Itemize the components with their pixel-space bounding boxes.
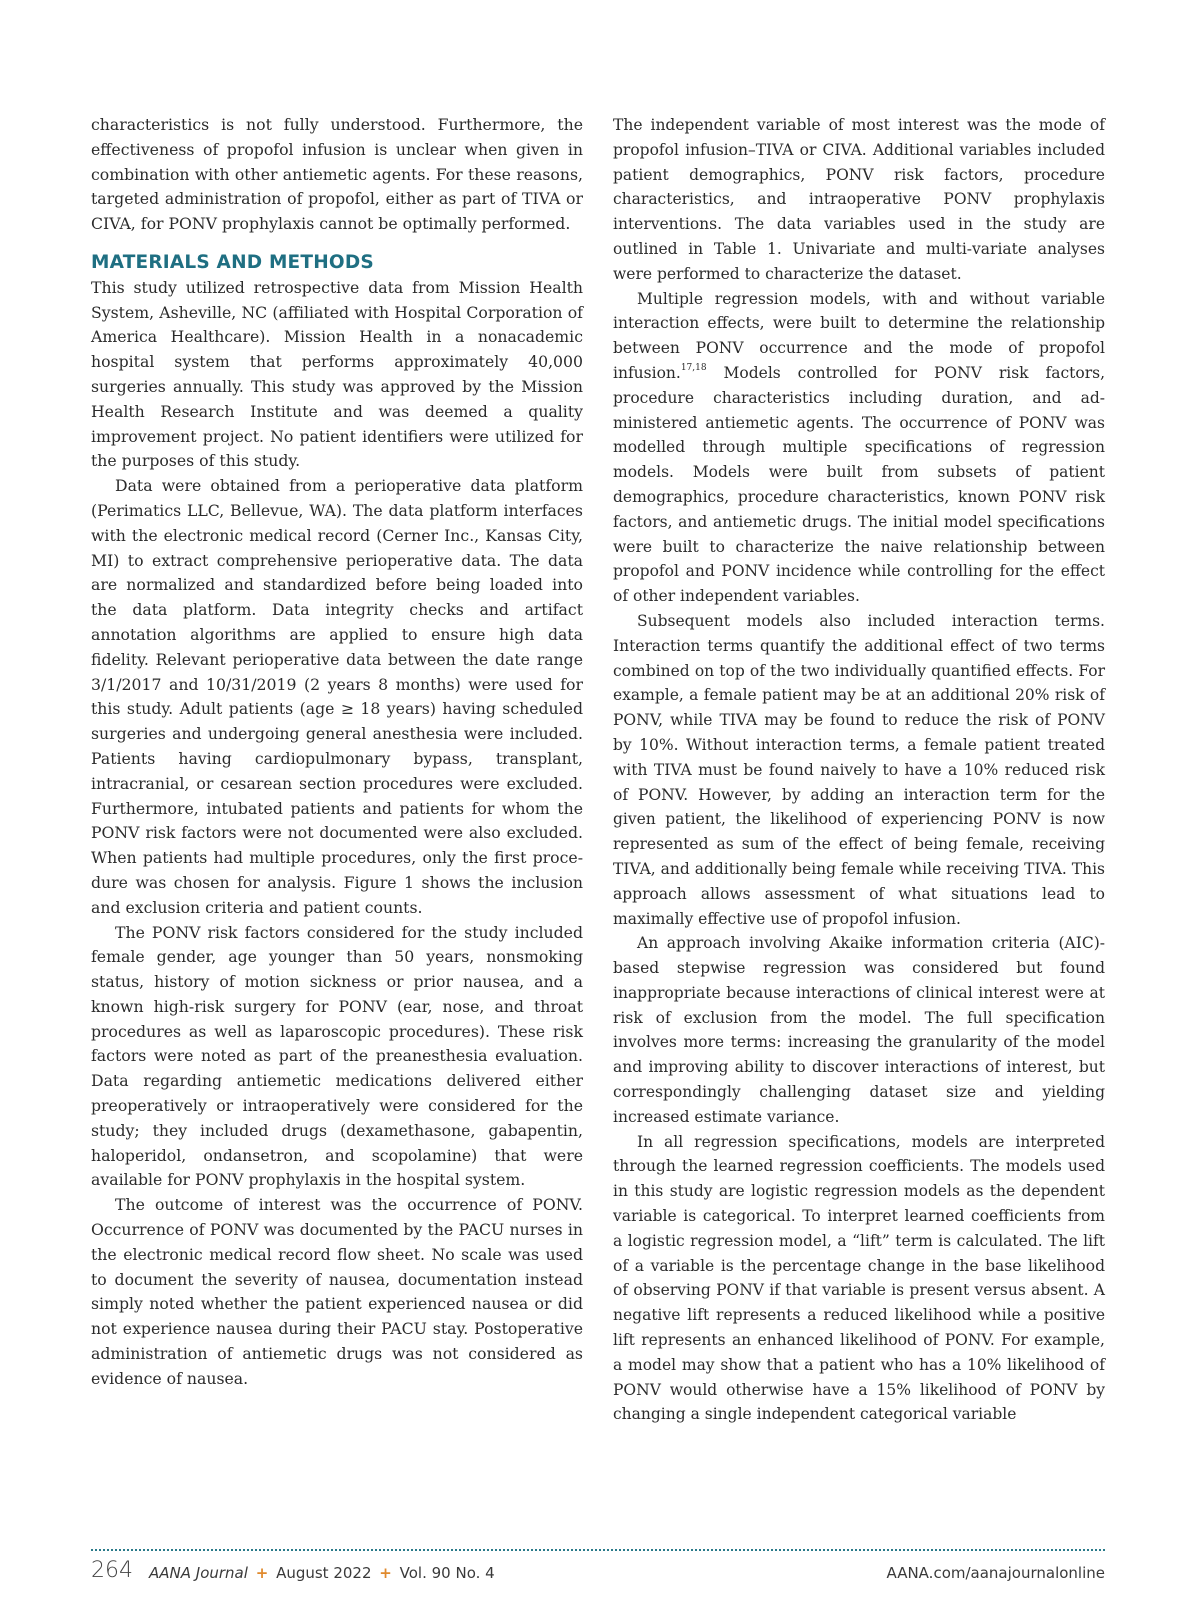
plus-separator-icon: + (379, 1564, 392, 1582)
journal-citation (149, 1564, 495, 1582)
regression-text-start: Multiple regression models, with and without variable interaction effects, were built to determine the relationship between PONV occurrence and the mode of propofol infusion. (613, 289, 1105, 382)
paragraph-outcome: The outcome of interest was the occurrence of PONV. Occurrence of PONV was documented by the PACU nurses in the electronic medical record flow sheet. No scale was used to document the severity of nausea, documentation instead simply noted whether the patient experienced nausea or did not experience nausea during their PACU stay. Postoperative administration of antiemetic drugs was not considered as evidence of nausea. (91, 1195, 583, 1388)
paragraph-aic-stepwise: An approach involving Akaike information criteria (AIC)-based stepwise regression was considered but found inappropriate because interactions of clinical interest were at risk of exclusion from the model. The full specification involves more terms: increasing the granularity of the model and improving ability to discover interactions of interest, but correspondingly challenging dataset size and yielding increased estimate variance. (613, 934, 1105, 1126)
footer-divider (91, 1549, 1105, 1551)
paragraph-lift: In all regression specifications, models are interpreted through the learned regression coefficients. The models used in this study are logistic regression models as the dependent variable is categorical. To interpret learned coefficients from a logistic regression model, a “lift” term is calculated. The lift of a variable is the percentage change in the base likelihood of observing PONV if that variable is present versus absent. A negative lift represents a reduced likelihood while a positive lift represents an enhanced likelihood of PONV. For example, a model may show that a patient who has a 10% likelihood of PONV would otherwise have a 15% likelihood of PONV by changing a single independent categorical variable (613, 1132, 1105, 1424)
issue-number: No. 4 (455, 1564, 495, 1582)
volume: Vol. 90 (399, 1564, 451, 1582)
journal-name: AANA Journal (149, 1564, 248, 1582)
paragraph-risk-factors: The PONV risk factors considered for the study included female gender, age younger than 50 years, nonsmoking status, history of motion sickness or prior nausea, and a known high-risk surgery for PONV (ear, nose, and throat procedures as well as laparoscopic procedures). These risk factors were noted as part of the preanesthesia evaluation. Data regarding antiemetic medications delivered either preoperatively or intraoperatively were considered for the study; they included drugs (dexamethasone, gabapentin, haloperidol, ondansetron, and scopolamine) that were available for PONV prophylaxis in the hospital system. (91, 922, 583, 1190)
right-column (613, 113, 1105, 1427)
paragraph-interaction-terms: Subsequent models also included interaction terms. Interaction terms quantify the additional effect of two terms combined on top of the two individually quantified effects. For example, a female patient may be at an additional 20% risk of PONV, while TIVA may be found to reduce the risk of PONV by 10%. Without interaction terms, a female patient treated with TIVA must be found naively to have a 10% reduced risk of PONV. However, by adding an interaction term for the given patient, the likelihood of experiencing PONV is now represented as sum of the effect of being female, receiving TIVA, and additionally being female while receiving TIVA. This approach allows assessment of what situations lead to maximally effective use of propofol infusion. (613, 611, 1105, 928)
paragraph-intro-end: characteristics is not fully understood. Furthermore, the effectiveness of propofol infusion is unclear when given in combination with other antiemetic agents. For these reasons, targeted administration of propofol, either as part of TIVA or CIVA, for PONV prophylaxis cannot be optimally performed. (91, 115, 583, 234)
paragraph-independent-variable: The independent variable of most interest was the mode of propofol infusion–TIVA or CIVA. Additional variables included patient demographics, PONV risk factors, procedure characteristics, and intraoperative PONV prophylaxis interventions. The data variables used in the study are outlined in Table 1. Univariate and multi-variate analyses were performed to characterize the dataset. (613, 116, 1105, 283)
paragraph-regression-models (613, 287, 1105, 609)
issue-date: August 2022 (276, 1564, 372, 1582)
citation-superscript: 17,18 (680, 362, 707, 373)
plus-separator-icon: + (255, 1564, 269, 1582)
left-column (91, 113, 583, 1392)
page-number: 264 (91, 1558, 133, 1583)
paragraph-study-design: This study utilized retrospective data from Mission Health System, Asheville, NC (affiliated with Hospital Corporation of America Healthcare). Mission Health in a nonacademic hospital system that performs approximately 40,000 surgeries annually. This study was approved by the Mission Health Research Institute and was deemed a quality improvement project. No patient identifiers were utilized for the purposes of this study. (91, 277, 583, 471)
section-heading-materials-methods: MATERIALS AND METHODS (91, 251, 374, 273)
paragraph-data-source: Data were obtained from a perioperative data platform (Perimatics LLC, Bellevue, WA). The data platform interfaces with the electronic medical record (Cerner Inc., Kansas City, MI) to extract comprehensive perioperative data. The data are normalized and standardized before being loaded into the data platform. Data integrity checks and artifact annotation algorithms are applied to ensure high data fidelity. Relevant perioperative data between the date range 3/1/2017 and 10/31/2019 (2 years 8 months) were used for this study. Adult patients (age ≥ 18 years) having scheduled surgeries and undergoing general anesthesia were included. Patients having cardiopulmonary bypass, transplant, intracranial, or cesarean section procedures were excluded. Furthermore, intubated patients and patients for whom the PONV risk factors were not documented were also excluded. When patients had multiple procedures, only the first procedure was chosen for analysis. Figure 1 shows the inclusion and exclusion criteria and patient counts. (91, 476, 583, 917)
journal-website-link[interactable]: AANA.com/aanajournalonline (886, 1564, 1105, 1582)
regression-text-end: Models controlled for PONV risk factors, procedure characteristics including duration, and administered antiemetic agents. The occurrence of PONV was modelled through multiple specifications of regression models. Models were built from subsets of patient demographics, procedure characteristics, known PONV risk factors, and antiemetic drugs. The initial model specifications were built to characterize the naive relationship between propofol and PONV incidence while controlling for the effect of other independent variables. (613, 363, 1105, 606)
page-footer (91, 1558, 1105, 1586)
